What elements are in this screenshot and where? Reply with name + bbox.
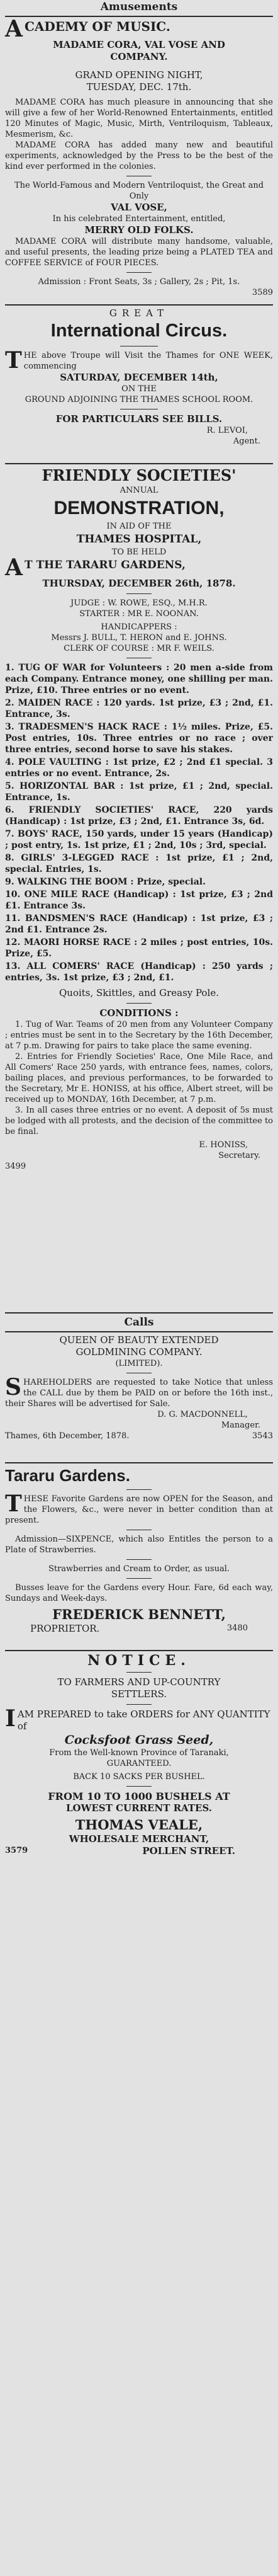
ad-paragraph: In his celebrated Entertainment, entitled, bbox=[52, 214, 226, 224]
handicappers: Messrs J. BULL, T. HERON and E. JOHNS. bbox=[51, 633, 227, 643]
company-name: QUEEN OF BEAUTY EXTENDED bbox=[59, 1334, 219, 1346]
ad-number: 3499 bbox=[5, 1162, 26, 1171]
product-name: Cocksfoot Grass Seed, bbox=[64, 1733, 214, 1747]
agent-name: R. LEVOI, bbox=[206, 426, 248, 435]
circus-date: SATURDAY, DECEMBER 14th, bbox=[60, 372, 218, 383]
event-item: 13. ALL COMERS' RACE (Handicap) : 250 yards ; entries, 3s. 1st prize, £3 ; 2nd, £1. bbox=[5, 961, 273, 983]
ad-number: 3543 bbox=[252, 1431, 273, 1441]
ad-title: Tararu Gardens. bbox=[5, 1466, 130, 1485]
ad-number: 3589 bbox=[252, 288, 273, 297]
guaranteed-text: GUARANTEED. bbox=[106, 1759, 172, 1768]
ad-subtitle: ANNUAL bbox=[120, 486, 158, 495]
event-item: 11. BANDSMEN'S RACE (Handicap) : 1st prize, £3 ; 2nd £1. Entrance 2s. bbox=[5, 913, 273, 935]
origin-text: From the Well-known Province of Taranaki, bbox=[49, 1748, 229, 1758]
condition-item: 3. In all cases three entries or no event. A deposit of 5s must be lodged with all protests, and the decision of the committee to be final. bbox=[5, 1106, 273, 1136]
ad-paragraph: MADAME CORA has much pleasure in announcing that she will give a few of her World-Renowned Entertainments, entitled 120 Minutes of Magic, Music, Mirth, Ventriloquism, Tableaux, Mesmerism, &c. bbox=[5, 98, 273, 139]
ad-title: FRIENDLY SOCIETIES' bbox=[42, 466, 236, 484]
divider bbox=[5, 1331, 273, 1332]
conditions-heading: CONDITIONS : bbox=[99, 1007, 179, 1019]
drop-cap: T bbox=[5, 1491, 22, 1517]
event-item: 9. WALKING THE BOOM : Prize, special. bbox=[5, 877, 206, 887]
event-item: 7. BOYS' RACE, 150 yards, under 15 years (Handicap) ; post entry, 1s. 1st prize, £1 ; 2nd, 10s ; 3rd, special. bbox=[5, 829, 273, 850]
event-date: THURSDAY, DECEMBER 26th, 1878. bbox=[42, 578, 236, 589]
divider bbox=[126, 1672, 152, 1673]
drop-cap: T bbox=[5, 347, 22, 374]
ad-text: TO BE HELD bbox=[111, 547, 167, 557]
ad-paragraph: HESE Favorite Gardens are now OPEN for the Season, and the Flowers, &c., were never in better condition than at present. bbox=[5, 1494, 273, 1525]
admission-text: Admission—SIXPENCE, which also Entitles the person to a Plate of Strawberries. bbox=[5, 1535, 273, 1555]
ad-kicker: GREAT bbox=[109, 307, 169, 319]
divider bbox=[126, 1003, 152, 1004]
sacks-text: BACK 10 SACKS PER BUSHEL. bbox=[73, 1772, 205, 1782]
other-games: Quoits, Skittles, and Greasy Pole. bbox=[58, 987, 220, 999]
divider bbox=[126, 1704, 152, 1705]
divider bbox=[126, 1559, 152, 1560]
ad-text: IN AID OF THE bbox=[106, 522, 172, 531]
admission-prices: Admission : Front Seats, 3s ; Gallery, 2s ; Pit, 1s. bbox=[38, 277, 240, 287]
ad-text: ON THE bbox=[121, 384, 157, 394]
drop-cap: I bbox=[5, 1705, 16, 1732]
queen-of-beauty-ad bbox=[5, 1334, 273, 1460]
ad-paragraph: MADAME CORA will distribute many handsome, valuable, and useful presents, the leading prize being a PLATED TEA and COFFEE SERVICE of FOUR PIECES. bbox=[5, 237, 273, 268]
manager-name: D. G. MACDONNELL, bbox=[157, 1410, 248, 1419]
condition-item: 2. Entries for Friendly Societies' Race, One Mile Race, and All Comers' Race 250 yards, with entrance fees, names, colors, bailing places, and previous performances, to be forwarded to the Secretary, Mr E. HONISS, at his office, Albert street, will be received up to MONDAY, 16th December, at 7 p.m. bbox=[5, 1052, 273, 1104]
tararu-gardens-ad bbox=[5, 1465, 273, 1648]
agent-title: Agent. bbox=[233, 437, 260, 446]
proprietor-title: PROPRIETOR. bbox=[30, 1623, 100, 1634]
ad-number: 3579 bbox=[5, 1846, 28, 1855]
divider bbox=[5, 1312, 273, 1314]
condition-item: 1. Tug of War. Teams of 20 men from any Volunteer Company ; entries must be sent in to the Secretary by the 16th December, at 7 p.m. Drawing for pairs to take place the same evening. bbox=[5, 1020, 273, 1051]
starter: STARTER : MR E. NOONAN. bbox=[79, 609, 199, 619]
merchant-name: THOMAS VEALE, bbox=[75, 1817, 203, 1833]
divider bbox=[126, 1786, 152, 1787]
see-bills: FOR PARTICULARS SEE BILLS. bbox=[55, 413, 223, 425]
busses-text: Busses leave for the Gardens every Hour. Fare, 6d each way, Sundays and Week-days. bbox=[5, 1583, 273, 1603]
notice-audience: TO FARMERS AND UP-COUNTRY bbox=[57, 1676, 221, 1688]
ad-paragraph: The World-Famous and Modern Ventriloquist, the Great and Only bbox=[14, 181, 264, 201]
event-item: 6. FRIENDLY SOCIETIES' RACE, 220 yards (Handicap) : 1st prize, £3 ; 2nd, £1. Entrance 3s, 6d. bbox=[5, 805, 273, 827]
grand-opening-date: TUESDAY, DEC. 17th. bbox=[86, 81, 192, 93]
secretary-title: Secretary. bbox=[218, 1151, 260, 1160]
ad-subtitle-2: COMPANY. bbox=[110, 51, 168, 62]
circus-location: GROUND ADJOINING THE THAMES SCHOOL ROOM. bbox=[25, 395, 253, 404]
ad-subtitle: MADAME CORA, VAL VOSE AND bbox=[53, 39, 225, 50]
venue: T THE TARARU GARDENS, bbox=[24, 559, 186, 571]
proprietor-name: FREDERICK BENNETT, bbox=[52, 1606, 226, 1622]
ad-title: CADEMY OF MUSIC. bbox=[24, 19, 170, 34]
judge: JUDGE : W. ROWE, ESQ., M.H.R. bbox=[70, 598, 208, 608]
show-name: MERRY OLD FOLKS. bbox=[84, 224, 194, 236]
event-item: 12. MAORI HORSE RACE : 2 miles ; post entries, 10s. Prize, £5. bbox=[5, 937, 273, 959]
event-item: 4. POLE VAULTING : 1st prize, £2 ; 2nd £1 special. 3 entries or no event. Entrance, 2s. bbox=[5, 757, 273, 779]
divider bbox=[5, 304, 273, 306]
secretary-name: E. HONISS, bbox=[199, 1140, 248, 1150]
section-header-calls: Calls bbox=[124, 1316, 154, 1329]
ad-title: International Circus. bbox=[50, 321, 228, 341]
ad-title-main: DEMONSTRATION, bbox=[53, 498, 225, 518]
place-date: Thames, 6th December, 1878. bbox=[5, 1431, 130, 1441]
event-item: 5. HORIZONTAL BAR : 1st prize, £1 ; 2nd, special. Entrance, 1s. bbox=[5, 781, 273, 803]
clerk-of-course: CLERK OF COURSE : MR F. WEILS. bbox=[64, 644, 214, 653]
divider bbox=[5, 1650, 273, 1651]
quantity-text: FROM 10 TO 1000 BUSHELS AT bbox=[48, 1790, 230, 1802]
event-item: 8. GIRLS' 3-LEGGED RACE : 1st prize, £1 ; 2nd, special. Entries, 1s. bbox=[5, 853, 273, 874]
company-limited: (LIMITED). bbox=[115, 1359, 163, 1368]
event-item: 2. MAIDEN RACE : 120 yards. 1st prize, £3 ; 2nd, £1. Entrance, 3s. bbox=[5, 698, 273, 719]
ad-number: 3480 bbox=[226, 1623, 248, 1633]
company-name-2: GOLDMINING COMPANY. bbox=[75, 1346, 203, 1358]
friendly-societies-ad bbox=[5, 466, 273, 1310]
drop-cap: S bbox=[5, 1374, 21, 1400]
grand-opening: GRAND OPENING NIGHT, bbox=[75, 69, 203, 81]
divider bbox=[126, 272, 152, 273]
divider bbox=[126, 593, 152, 594]
ad-paragraph: HE above Troupe will Visit the Thames for ONE WEEK, commencing bbox=[23, 351, 273, 371]
event-item: 10. ONE MILE RACE (Handicap) : 1st prize, £3 ; 2nd £1. Entrance 3s. bbox=[5, 890, 273, 911]
divider bbox=[5, 463, 273, 464]
divider bbox=[126, 1489, 152, 1490]
hospital-name: THAMES HOSPITAL, bbox=[76, 533, 202, 546]
rates-text: LOWEST CURRENT RATES. bbox=[66, 1802, 212, 1814]
drop-cap: A bbox=[5, 554, 23, 581]
ad-paragraph: HAREHOLDERS are requested to take Notice that unless the CALL due by them be PAID on or before the 16th inst., their Shares will be advertised for Sale. bbox=[5, 1378, 273, 1409]
notice-audience-2: SETTLERS. bbox=[111, 1688, 167, 1700]
ad-paragraph: AM PREPARED to take ORDERS for ANY QUANTITY of bbox=[17, 1709, 270, 1732]
event-item: 3. TRADESMEN'S HACK RACE : 1½ miles. Prize, £5. Post entries, 10s. Three entries or no race ; over three entries, second horse to save his stakes. bbox=[5, 722, 273, 755]
handicappers-heading: HANDICAPPERS : bbox=[101, 622, 177, 632]
ad-paragraph: MADAME CORA has added many new and beautiful experiments, acknowledged by the Press to be the best of the kind ever performed in the colonies. bbox=[5, 140, 273, 171]
performer-name: VAL VOSE, bbox=[111, 202, 167, 213]
event-item: 1. TUG OF WAR for Volunteers : 20 men a-side from each Company. Entrance money, one shilling per man. Prize, £10. Three entries or no event. bbox=[5, 663, 273, 696]
merchant-address: POLLEN STREET. bbox=[142, 1845, 235, 1857]
academy-of-music-ad bbox=[5, 16, 273, 302]
divider bbox=[126, 1578, 152, 1579]
drop-cap: A bbox=[5, 16, 23, 42]
merchant-trade: WHOLESALE MERCHANT, bbox=[69, 1833, 209, 1845]
grass-seed-notice bbox=[5, 1653, 273, 1861]
event-list bbox=[5, 662, 273, 983]
divider bbox=[5, 1462, 273, 1463]
divider bbox=[5, 16, 273, 17]
notice-title: NOTICE. bbox=[87, 1652, 191, 1669]
strawberries-text: Strawberries and Cream to Order, as usual. bbox=[48, 1564, 230, 1574]
manager-title: Manager. bbox=[221, 1421, 260, 1430]
international-circus-ad bbox=[5, 307, 273, 461]
section-header-amusements: Amusements bbox=[100, 1, 178, 13]
